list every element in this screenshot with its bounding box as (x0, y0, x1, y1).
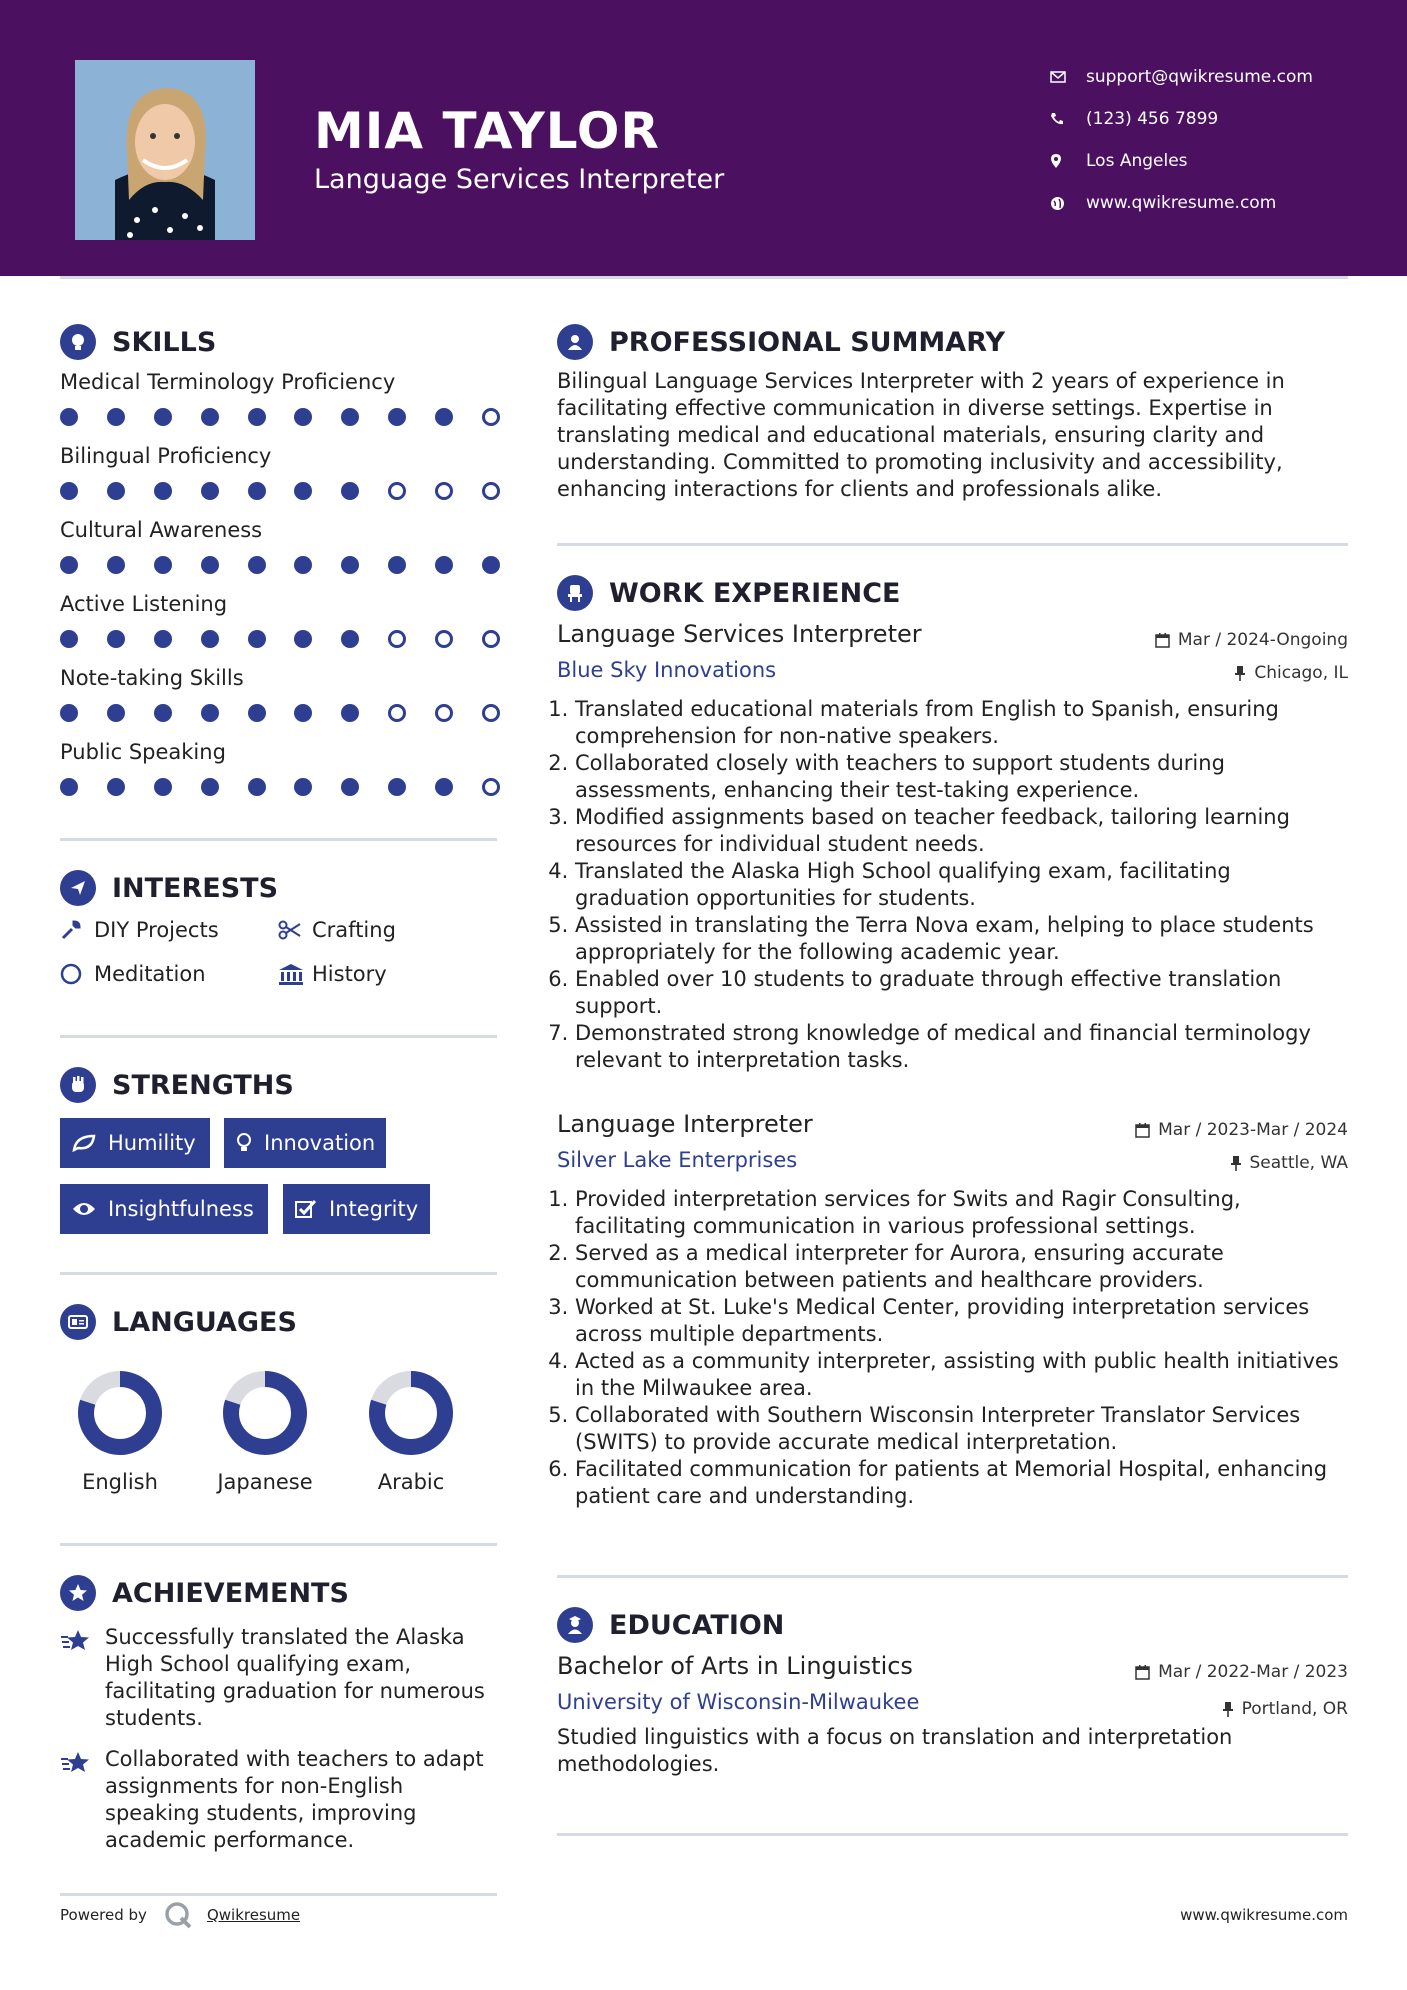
responsibility-item: 7. Demonstrated strong knowledge of medical and financial terminology relevant to interpretation tasks. (575, 1020, 1348, 1074)
rating-dot (248, 704, 266, 722)
wrench-icon (60, 919, 94, 941)
contact-location-text: Los Angeles (1086, 151, 1188, 171)
calendar-icon (1135, 1123, 1150, 1138)
experience-heading: WORK EXPERIENCE (557, 573, 1348, 613)
rating-dot (435, 704, 453, 722)
skill-rating (60, 482, 500, 500)
qwikresume-logo-icon (163, 1900, 193, 1930)
rating-dot (341, 482, 359, 500)
contact-location (1050, 140, 1313, 182)
rating-dot (482, 482, 500, 500)
responsibility-item: 6. Facilitated communication for patients at Memorial Hospital, enhancing patient care and understanding. (575, 1456, 1348, 1510)
divider (557, 1575, 1348, 1578)
circle-icon (60, 963, 94, 985)
leaf-icon (72, 1134, 96, 1152)
calendar-icon (1135, 1665, 1150, 1680)
responsibility-item: 1. Translated educational materials from English to Spanish, ensuring comprehension for non-native speakers. (575, 696, 1348, 750)
skill-name: Active Listening (60, 592, 228, 616)
job-location: Seattle, WA (1230, 1153, 1349, 1173)
candidate-name: MIA TAYLOR (314, 102, 660, 160)
summary-section (557, 322, 1348, 503)
skill-name: Medical Terminology Proficiency (60, 370, 396, 394)
rating-dot (201, 556, 219, 574)
divider (60, 838, 497, 841)
map-pin-icon (1050, 153, 1086, 169)
hand-icon (60, 1067, 96, 1103)
rating-dot (60, 408, 78, 426)
interest-item: History (278, 962, 387, 986)
header-divider (60, 276, 1348, 279)
rating-dot (435, 778, 453, 796)
divider (557, 543, 1348, 546)
pushpin-icon (1222, 1701, 1234, 1717)
skill-rating (60, 630, 500, 648)
company-name: Blue Sky Innovations (557, 658, 777, 682)
star-badge-icon (60, 1575, 96, 1611)
education-description: Studied linguistics with a focus on translation and interpretation methodologies. (557, 1725, 1233, 1776)
skill-name: Cultural Awareness (60, 518, 263, 542)
resume-header (0, 0, 1407, 276)
rating-dot (60, 482, 78, 500)
pushpin-icon (1230, 1155, 1242, 1171)
language-item (331, 1368, 491, 1494)
skill-rating (60, 778, 500, 796)
skill-name: Note-taking Skills (60, 666, 244, 690)
brand-link[interactable]: Qwikresume (206, 1906, 301, 1924)
strength-chip: Insightfulness (60, 1184, 268, 1234)
job-responsibilities (557, 1186, 1348, 1510)
rating-dot (482, 778, 500, 796)
summary-heading: PROFESSIONAL SUMMARY (557, 322, 1348, 362)
strength-chip: Integrity (283, 1184, 430, 1234)
rating-dot (388, 408, 406, 426)
rating-dot (294, 704, 312, 722)
strengths-heading: STRENGTHS (60, 1065, 497, 1105)
lightbulb-icon (60, 324, 96, 360)
scissors-icon (278, 920, 312, 940)
skills-heading: SKILLS (60, 322, 497, 362)
responsibility-item: 6. Enabled over 10 students to graduate through effective translation support. (575, 966, 1348, 1020)
rating-dot (154, 778, 172, 796)
rating-dot (388, 778, 406, 796)
language-level-ring (366, 1368, 456, 1458)
globe-icon (1050, 196, 1086, 211)
phone-icon (1050, 112, 1086, 126)
rating-dot (388, 704, 406, 722)
rating-dot (294, 482, 312, 500)
skill-name: Public Speaking (60, 740, 226, 764)
check-square-icon (295, 1199, 317, 1219)
experience-section (557, 573, 1348, 613)
envelope-icon (1050, 71, 1086, 83)
rating-dot (248, 630, 266, 648)
rating-dot (388, 556, 406, 574)
rating-dot (107, 482, 125, 500)
divider (60, 1035, 497, 1038)
contact-phone-text: (123) 456 7899 (1086, 109, 1219, 129)
languages-section (60, 1302, 497, 1342)
rating-dot (248, 408, 266, 426)
responsibility-item: 5. Collaborated with Southern Wisconsin Interpreter Translator Services (SWITS) to provide accurate medical interpretation. (575, 1402, 1348, 1456)
museum-icon (278, 963, 312, 985)
job-responsibilities (557, 696, 1348, 1074)
language-item (40, 1368, 200, 1494)
rating-dot (60, 778, 78, 796)
divider (60, 1272, 497, 1275)
education-heading: EDUCATION (557, 1605, 1348, 1645)
strengths-section (60, 1065, 497, 1105)
job-title: Language Services Interpreter (557, 620, 922, 648)
rating-dot (60, 556, 78, 574)
rating-dot (482, 556, 500, 574)
achievement-item: Successfully translated the Alaska High School qualifying exam, facilitating graduation for numerous students. (105, 1625, 485, 1730)
rating-dot (294, 778, 312, 796)
education-dates: Mar / 2022-Mar / 2023 (1135, 1662, 1348, 1682)
achievements-section (60, 1573, 497, 1613)
rating-dot (201, 630, 219, 648)
rating-dot (341, 704, 359, 722)
skills-list (60, 370, 497, 796)
education-entry (557, 1652, 1348, 1778)
rating-dot (435, 482, 453, 500)
summary-text: Bilingual Language Services Interpreter with 2 years of experience in facilitating effective communication in diverse settings. Expertise in translating medical and educational materials, ensuring clarity and understanding. Committed to promoting inclusivity and accessibility, enhancing interactions for clients and professionals alike. (557, 369, 1285, 501)
strength-chip: Innovation (224, 1118, 386, 1168)
chair-icon (557, 575, 593, 611)
skill-name: Bilingual Proficiency (60, 444, 272, 468)
rating-dot (154, 408, 172, 426)
rating-dot (201, 704, 219, 722)
job-dates: Mar / 2024-Ongoing (1155, 630, 1348, 650)
star-icon (60, 1750, 92, 1780)
language-level-ring (75, 1368, 165, 1458)
rating-dot (107, 556, 125, 574)
rating-dot (435, 556, 453, 574)
paper-plane-icon (60, 870, 96, 906)
rating-dot (107, 778, 125, 796)
rating-dot (435, 408, 453, 426)
education-section (557, 1605, 1348, 1645)
job-location: Chicago, IL (1234, 663, 1348, 683)
candidate-title: Language Services Interpreter (314, 164, 725, 195)
rating-dot (154, 556, 172, 574)
language-name: English (82, 1470, 158, 1494)
responsibility-item: 4. Acted as a community interpreter, assisting with public health initiatives in the Milwaukee area. (575, 1348, 1348, 1402)
powered-by: Powered by Qwikresume (60, 1900, 300, 1930)
rating-dot (248, 482, 266, 500)
interests-section (60, 868, 497, 908)
responsibility-item: 1. Provided interpretation services for Swits and Ragir Consulting, facilitating communication in various professional settings. (575, 1186, 1348, 1240)
lightbulb-icon (236, 1132, 252, 1154)
rating-dot (341, 408, 359, 426)
contact-email[interactable] (1050, 56, 1313, 98)
rating-dot (60, 630, 78, 648)
rating-dot (107, 704, 125, 722)
rating-dot (154, 482, 172, 500)
rating-dot (294, 630, 312, 648)
rating-dot (154, 704, 172, 722)
user-icon (557, 324, 593, 360)
rating-dot (201, 778, 219, 796)
rating-dot (341, 630, 359, 648)
pushpin-icon (1234, 665, 1246, 681)
language-icon (60, 1304, 96, 1340)
rating-dot (294, 556, 312, 574)
skill-rating (60, 408, 500, 426)
graduate-icon (557, 1607, 593, 1643)
skill-rating (60, 556, 500, 574)
degree-name: Bachelor of Arts in Linguistics (557, 1652, 913, 1680)
rating-dot (248, 556, 266, 574)
skills-section (60, 322, 497, 814)
profile-photo (75, 60, 255, 240)
interest-item: Crafting (278, 918, 396, 942)
rating-dot (482, 704, 500, 722)
divider (60, 1893, 497, 1896)
rating-dot (201, 482, 219, 500)
job-entry (557, 1110, 1348, 1510)
skill-rating (60, 704, 500, 722)
star-icon (60, 1628, 92, 1658)
responsibility-item: 2. Collaborated closely with teachers to support students during assessments, enhancing their test-taking experience. (575, 750, 1348, 804)
language-item (185, 1368, 345, 1494)
divider (557, 1833, 1348, 1836)
rating-dot (341, 556, 359, 574)
rating-dot (482, 408, 500, 426)
rating-dot (294, 408, 312, 426)
rating-dot (435, 630, 453, 648)
school-name: University of Wisconsin-Milwaukee (557, 1690, 920, 1714)
responsibility-item: 2. Served as a medical interpreter for Aurora, ensuring accurate communication between patients and healthcare providers. (575, 1240, 1348, 1294)
contact-list (1050, 56, 1313, 224)
divider (60, 1543, 497, 1546)
rating-dot (388, 482, 406, 500)
job-title: Language Interpreter (557, 1110, 813, 1138)
achievement-item: Collaborated with teachers to adapt assignments for non-English speaking students, improving academic performance. (105, 1747, 484, 1852)
contact-phone[interactable] (1050, 98, 1313, 140)
strength-chip: Humility (60, 1118, 210, 1168)
language-level-ring (220, 1368, 310, 1458)
calendar-icon (1155, 633, 1170, 648)
responsibility-item: 3. Worked at St. Luke's Medical Center, providing interpretation services across multiple departments. (575, 1294, 1348, 1348)
languages-heading: LANGUAGES (60, 1302, 497, 1342)
responsibility-item: 3. Modified assignments based on teacher feedback, tailoring learning resources for individual student needs. (575, 804, 1348, 858)
language-name: Arabic (377, 1470, 445, 1494)
achievements-heading: ACHIEVEMENTS (60, 1573, 497, 1613)
language-name: Japanese (217, 1470, 313, 1494)
eye-icon (72, 1201, 96, 1217)
company-name: Silver Lake Enterprises (557, 1148, 798, 1172)
education-location: Portland, OR (1222, 1699, 1348, 1719)
responsibility-item: 5. Assisted in translating the Terra Nova exam, helping to place students appropriately for the following academic year. (575, 912, 1348, 966)
footer-website[interactable]: www.qwikresume.com (1180, 1906, 1348, 1924)
interest-item: DIY Projects (60, 918, 219, 942)
contact-website-text: www.qwikresume.com (1086, 193, 1277, 213)
responsibility-item: 4. Translated the Alaska High School qualifying exam, facilitating graduation opportunities for students. (575, 858, 1348, 912)
rating-dot (482, 630, 500, 648)
rating-dot (60, 704, 78, 722)
rating-dot (107, 630, 125, 648)
job-dates: Mar / 2023-Mar / 2024 (1135, 1120, 1348, 1140)
rating-dot (248, 778, 266, 796)
rating-dot (341, 778, 359, 796)
rating-dot (154, 630, 172, 648)
interest-item: Meditation (60, 962, 206, 986)
rating-dot (388, 630, 406, 648)
rating-dot (201, 408, 219, 426)
contact-website[interactable] (1050, 182, 1313, 224)
contact-email-text: support@qwikresume.com (1086, 67, 1313, 87)
rating-dot (107, 408, 125, 426)
job-entry (557, 620, 1348, 1074)
interests-heading: INTERESTS (60, 868, 497, 908)
